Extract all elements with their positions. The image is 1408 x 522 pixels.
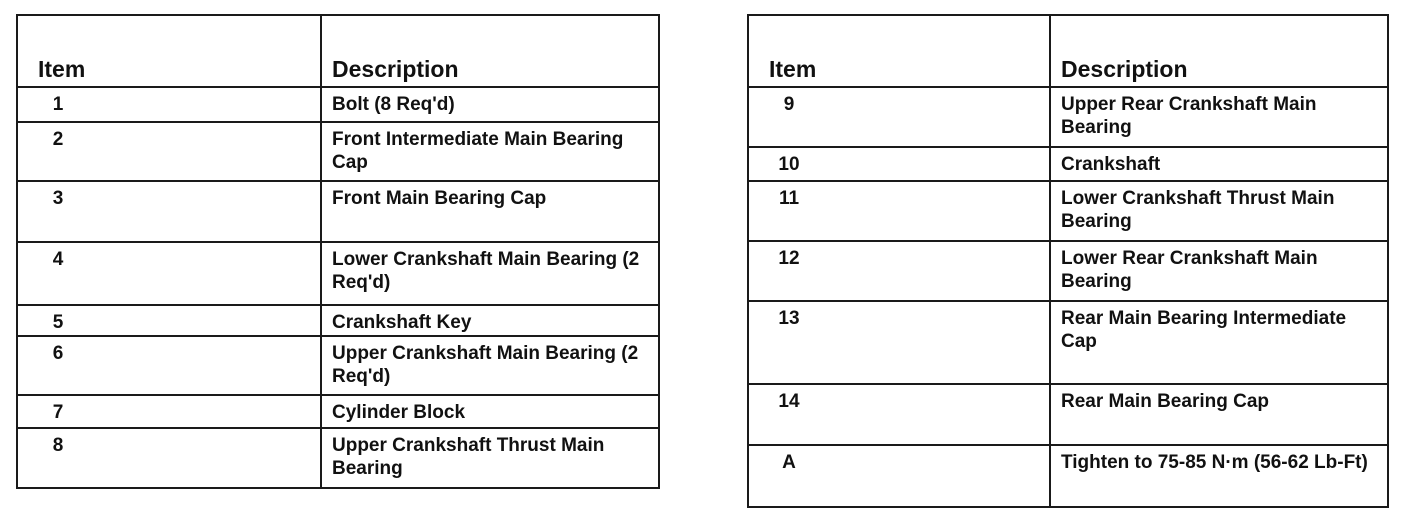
description-column-header: Description bbox=[321, 15, 659, 87]
item-column-header: Item bbox=[17, 15, 321, 87]
item-number: 5 bbox=[52, 312, 64, 333]
item-number: 2 bbox=[52, 129, 64, 150]
item-number: 6 bbox=[52, 343, 64, 364]
description-cell: Upper Rear Crankshaft Main Bearing bbox=[1050, 87, 1388, 147]
item-cell bbox=[17, 181, 321, 242]
table-row bbox=[748, 147, 1388, 181]
description-cell: Crankshaft Key bbox=[321, 305, 659, 336]
item-cell bbox=[17, 87, 321, 122]
table-row bbox=[17, 336, 659, 395]
item-cell bbox=[748, 241, 1050, 301]
item-cell bbox=[748, 87, 1050, 147]
table-row bbox=[748, 241, 1388, 301]
item-cell bbox=[748, 181, 1050, 241]
item-column-header: Item bbox=[748, 15, 1050, 87]
description-cell: Rear Main Bearing Intermediate Cap bbox=[1050, 301, 1388, 384]
item-number: 9 bbox=[783, 94, 795, 115]
table-row bbox=[17, 428, 659, 488]
item-cell bbox=[748, 301, 1050, 384]
description-cell: Upper Crankshaft Main Bearing (2 Req'd) bbox=[321, 336, 659, 395]
item-cell bbox=[748, 445, 1050, 507]
description-cell: Upper Crankshaft Thrust Main Bearing bbox=[321, 428, 659, 488]
header-row bbox=[748, 15, 1388, 87]
item-number: A bbox=[782, 452, 796, 473]
item-number: 3 bbox=[52, 188, 64, 209]
item-cell bbox=[17, 336, 321, 395]
description-cell: Front Intermediate Main Bearing Cap bbox=[321, 122, 659, 181]
item-cell bbox=[17, 305, 321, 336]
header-row bbox=[17, 15, 659, 87]
item-number: 4 bbox=[52, 249, 64, 270]
table-row bbox=[748, 87, 1388, 147]
table-row bbox=[17, 242, 659, 305]
table-row bbox=[748, 301, 1388, 384]
item-number: 13 bbox=[778, 308, 800, 329]
item-number: 7 bbox=[52, 402, 64, 423]
item-cell bbox=[17, 242, 321, 305]
table-row bbox=[17, 87, 659, 122]
description-cell: Crankshaft bbox=[1050, 147, 1388, 181]
item-number: 10 bbox=[778, 154, 800, 175]
item-cell bbox=[748, 384, 1050, 445]
item-number: 14 bbox=[778, 391, 800, 412]
description-cell: Bolt (8 Req'd) bbox=[321, 87, 659, 122]
table-row bbox=[748, 445, 1388, 507]
description-cell: Lower Crankshaft Main Bearing (2 Req'd) bbox=[321, 242, 659, 305]
description-cell: Lower Rear Crankshaft Main Bearing bbox=[1050, 241, 1388, 301]
table-row bbox=[17, 395, 659, 428]
item-cell bbox=[748, 147, 1050, 181]
table-row bbox=[748, 384, 1388, 445]
item-number: 11 bbox=[778, 188, 800, 209]
table-row bbox=[17, 122, 659, 181]
item-number: 12 bbox=[778, 248, 800, 269]
table-row bbox=[748, 181, 1388, 241]
description-cell: Front Main Bearing Cap bbox=[321, 181, 659, 242]
item-number: 8 bbox=[52, 435, 64, 456]
item-cell bbox=[17, 122, 321, 181]
table-row bbox=[17, 181, 659, 242]
description-column-header: Description bbox=[1050, 15, 1388, 87]
item-cell bbox=[17, 395, 321, 428]
description-cell: Tighten to 75-85 N·m (56-62 Lb-Ft) bbox=[1050, 445, 1388, 507]
item-number: 1 bbox=[52, 94, 64, 115]
item-cell bbox=[17, 428, 321, 488]
description-cell: Cylinder Block bbox=[321, 395, 659, 428]
description-cell: Lower Crankshaft Thrust Main Bearing bbox=[1050, 181, 1388, 241]
parts-table-left bbox=[16, 14, 660, 489]
parts-table-right bbox=[747, 14, 1389, 508]
table-row bbox=[17, 305, 659, 336]
description-cell: Rear Main Bearing Cap bbox=[1050, 384, 1388, 445]
